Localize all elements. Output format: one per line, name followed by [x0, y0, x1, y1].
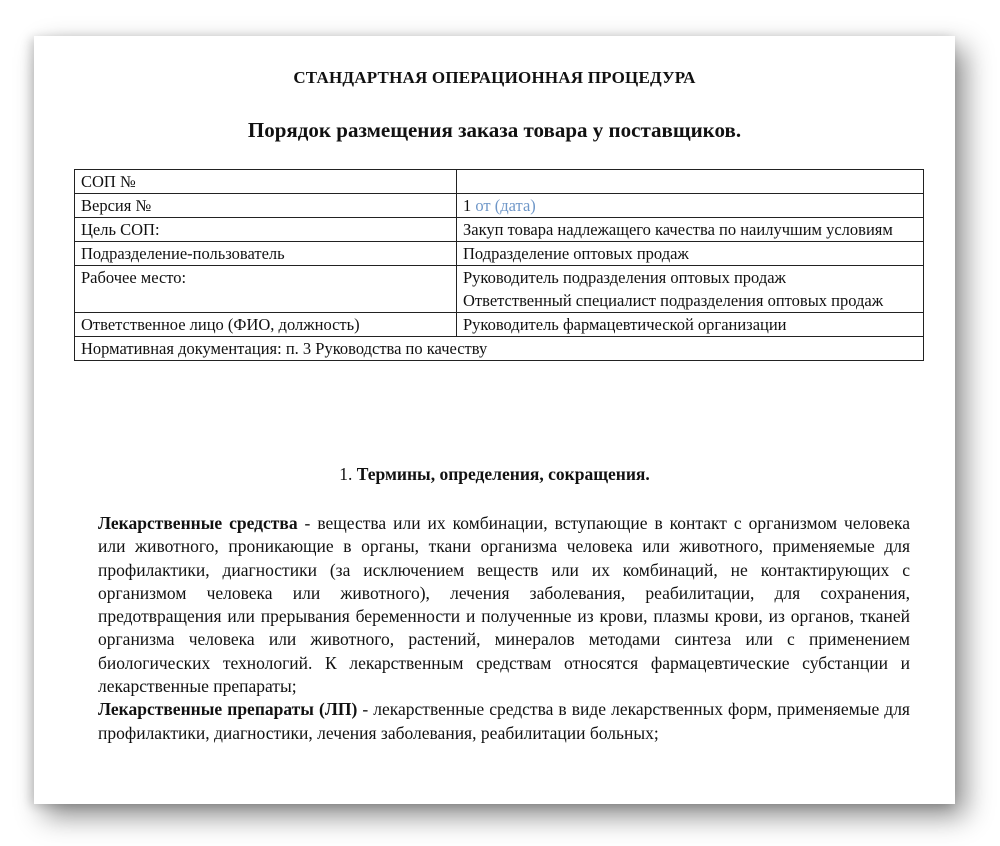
- table-row: [75, 266, 924, 313]
- section-heading: [34, 464, 955, 485]
- table-row: [75, 218, 924, 242]
- table-cell-label: Цель СОП:: [75, 218, 457, 242]
- definitions-body: [98, 512, 910, 745]
- table-row: [75, 194, 924, 218]
- document-page: [34, 36, 955, 804]
- document-title: СТАНДАРТНАЯ ОПЕРАЦИОННАЯ ПРОЦЕДУРА: [293, 68, 696, 87]
- table-cell-label: Версия №: [75, 194, 457, 218]
- table-cell-value: [457, 170, 924, 194]
- document-subtitle: Порядок размещения заказа товара у поставщиков.: [247, 118, 742, 142]
- workplace-line: Руководитель подразделения оптовых продаж: [463, 268, 786, 287]
- table-row: [75, 170, 924, 194]
- table-cell-value: [457, 266, 924, 313]
- table-row: [75, 242, 924, 266]
- section-number: 1.: [339, 464, 353, 484]
- section-title: Термины, определения, сокращения.: [356, 464, 650, 484]
- definition-paragraph: [98, 512, 910, 698]
- table-cell-value: Руководитель фармацевтической организации: [457, 313, 924, 337]
- definition-paragraph: [98, 698, 910, 745]
- table-row: [75, 313, 924, 337]
- table-cell-value: [457, 194, 924, 218]
- table-cell-label: Рабочее место:: [75, 266, 457, 313]
- definition-term: Лекарственные средства: [98, 513, 298, 533]
- definition-term: Лекарственные препараты (ЛП): [98, 699, 358, 720]
- table-cell-label: Ответственное лицо (ФИО, должность): [75, 313, 457, 337]
- version-number: 1: [463, 196, 472, 215]
- table-cell-label: Подразделение-пользователь: [75, 242, 457, 266]
- table-row: [75, 337, 924, 361]
- definition-text: - вещества или их комбинации, вступающие в контакт с организмом человека или животного, проникающие в органы, ткани организма человека или животного, применяемые для профилактики, диагностики (за исключением веществ или их комбинаций, не контактирующих с организмом человека или животного), лечения заболевания, реабилитации, для сохранения, предотвращения или прерывания беременности и полученные из крови, плазмы крови, из органов, тканей организма человека или животного, растений, минералов методами синтеза или с применением биологических технологий. К лекарственным средствам относятся фармацевтические субстанции и лекарственные препараты;: [98, 513, 911, 697]
- table-cell-value: Закуп товара надлежащего качества по наилучшим условиям: [457, 218, 924, 242]
- sop-info-table: [74, 169, 924, 361]
- table-cell-value: Подразделение оптовых продаж: [457, 242, 924, 266]
- normative-docs-cell: Нормативная документация: п. 3 Руководства по качеству: [75, 337, 924, 361]
- definition-text: - лекарственные средства в виде лекарственных форм, применяемые для профилактики, диагностики, лечения заболевания, реабилитации больных;: [98, 699, 910, 743]
- table-cell-label: СОП №: [75, 170, 457, 194]
- workplace-line: Ответственный специалист подразделения оптовых продаж: [463, 291, 884, 310]
- version-date-placeholder[interactable]: от (дата): [475, 196, 536, 215]
